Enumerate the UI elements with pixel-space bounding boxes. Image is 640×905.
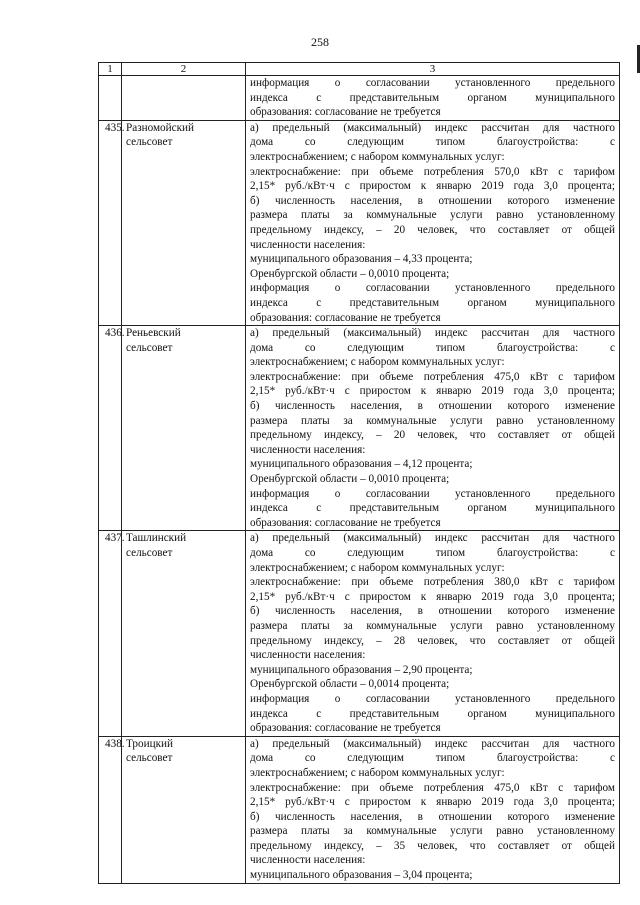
description-line: предельному индексу, – 20 человек, что составляет от общей (250, 429, 615, 442)
column-header-2: 2 (122, 63, 246, 76)
description-cell (246, 531, 620, 736)
description-line: 2,15* руб./кВт·ч с приростом к январю 2019 года 3,0 процента; (250, 385, 615, 398)
description-line: электроснабжение: при объеме потребления 475,0 кВт с тарифом (250, 781, 615, 794)
description-line: предельному индексу, – 20 человек, что составляет от общей (250, 223, 615, 236)
description-line: предельному индексу, – 35 человек, что составляет от общей (250, 839, 615, 852)
description-line: индекса с представительным органом муниципального (250, 502, 615, 515)
description-line: численности населения: (250, 443, 366, 456)
continuation-row (99, 76, 620, 121)
description-line: муниципального образования – 3,04 процента; (250, 869, 473, 882)
municipal-index-table (98, 62, 620, 884)
description-line: б) численность населения, в отношении которого изменение (250, 605, 615, 618)
description-cell (246, 76, 620, 121)
description-line: 2,15* руб./кВт·ч с приростом к январю 2019 года 3,0 процента; (250, 796, 615, 809)
description-line: а) предельный (максимальный) индекс рассчитан для частного (250, 532, 615, 545)
description-line: б) численность населения, в отношении которого изменение (250, 400, 615, 413)
municipality-name-line: Троицкий (126, 737, 173, 750)
description-line: дома со следующим типом благоустройства: с (250, 752, 615, 765)
description-line: электроснабжением; с набором коммунальных услуг: (250, 356, 505, 369)
row-number: 435. (99, 120, 122, 325)
description-cell (246, 326, 620, 531)
description-line: электроснабжение: при объеме потребления 475,0 кВт с тарифом (250, 370, 615, 383)
description-line: дома со следующим типом благоустройства: с (250, 547, 615, 559)
row-number: 436. (99, 326, 122, 531)
municipality-name (122, 531, 246, 736)
row-number: 438. (99, 736, 122, 883)
row-number: 437. (99, 531, 122, 736)
description-line: образования: согласование не требуется (250, 516, 441, 529)
description-line: Оренбургской области – 0,0014 процента; (250, 678, 450, 691)
municipality-name-line: Реньевский (126, 327, 181, 340)
description-line: электроснабжением; с набором коммунальных услуг: (250, 561, 505, 574)
description-line: размера платы за коммунальные услуги равно установленному (250, 414, 615, 427)
description-line: б) численность населения, в отношении которого изменение (250, 810, 615, 823)
description-cell (246, 120, 620, 325)
description-line: информация о согласовании установленного предельного (250, 282, 615, 295)
description-line: образования: согласование не требуется (250, 106, 441, 119)
description-line: информация о согласовании установленного предельного (250, 77, 615, 89)
description-line: муниципального образования – 4,12 процента; (250, 458, 473, 471)
table-row (99, 326, 620, 531)
row-number-cell (99, 76, 122, 121)
page-number: 258 (311, 35, 329, 49)
municipality-name (122, 736, 246, 883)
description-line: образования: согласование не требуется (250, 311, 441, 324)
description-line: Оренбургской области – 0,0010 процента; (250, 473, 450, 486)
description-line: размера платы за коммунальные услуги равно установленному (250, 209, 615, 222)
description-line: муниципального образования – 2,90 процента; (250, 663, 473, 676)
description-line: электроснабжением; с набором коммунальных услуг: (250, 766, 505, 779)
table-row (99, 531, 620, 736)
description-line: электроснабжение: при объеме потребления 570,0 кВт с тарифом (250, 165, 615, 178)
municipality-name-line: сельсовет (126, 136, 173, 149)
description-line: дома со следующим типом благоустройства: с (250, 341, 615, 354)
column-header-3: 3 (246, 63, 620, 76)
description-line: Оренбургской области – 0,0010 процента; (250, 267, 450, 280)
description-line: численности населения: (250, 854, 366, 867)
description-line: информация о согласовании установленного предельного (250, 487, 615, 500)
description-line: б) численность населения, в отношении которого изменение (250, 194, 615, 207)
description-line: численности населения: (250, 238, 366, 251)
description-line: 2,15* руб./кВт·ч с приростом к январю 2019 года 3,0 процента; (250, 590, 615, 603)
municipality-name (122, 120, 246, 325)
municipality-name-line: Ташлинский (126, 532, 187, 545)
description-line: муниципального образования – 4,33 процента; (250, 253, 473, 266)
description-line: предельному индексу, – 28 человек, что составляет от общей (250, 634, 615, 647)
municipality-name-line: сельсовет (126, 547, 173, 559)
description-line: а) предельный (максимальный) индекс рассчитан для частного (250, 737, 615, 750)
municipality-cell (122, 76, 246, 121)
description-line: электроснабжением; с набором коммунальных услуг: (250, 150, 505, 163)
table-row (99, 120, 620, 325)
description-line: индекса с представительным органом муниципального (250, 296, 615, 309)
column-header-1: 1 (99, 63, 122, 76)
description-line: а) предельный (максимальный) индекс рассчитан для частного (250, 121, 615, 134)
municipality-name-line: сельсовет (126, 341, 173, 354)
description-line: дома со следующим типом благоустройства: с (250, 136, 615, 149)
description-line: индекса с представительным органом муниципального (250, 91, 615, 104)
table-row (99, 736, 620, 883)
description-line: индекса с представительным органом муниципального (250, 707, 615, 720)
column-header-row (99, 63, 620, 76)
description-line: информация о согласовании установленного предельного (250, 692, 615, 705)
description-line: образования: согласование не требуется (250, 722, 441, 735)
municipality-name (122, 326, 246, 531)
municipality-name-line: Разномойский (126, 121, 195, 134)
municipality-name-line: сельсовет (126, 752, 173, 765)
description-line: размера платы за коммунальные услуги равно установленному (250, 619, 615, 632)
description-line: размера платы за коммунальные услуги равно установленному (250, 825, 615, 838)
description-line: а) предельный (максимальный) индекс рассчитан для частного (250, 327, 615, 340)
description-line: численности населения: (250, 649, 366, 662)
description-cell (246, 736, 620, 883)
description-line: электроснабжение: при объеме потребления 380,0 кВт с тарифом (250, 576, 615, 589)
description-line: 2,15* руб./кВт·ч с приростом к январю 2019 года 3,0 процента; (250, 180, 615, 193)
